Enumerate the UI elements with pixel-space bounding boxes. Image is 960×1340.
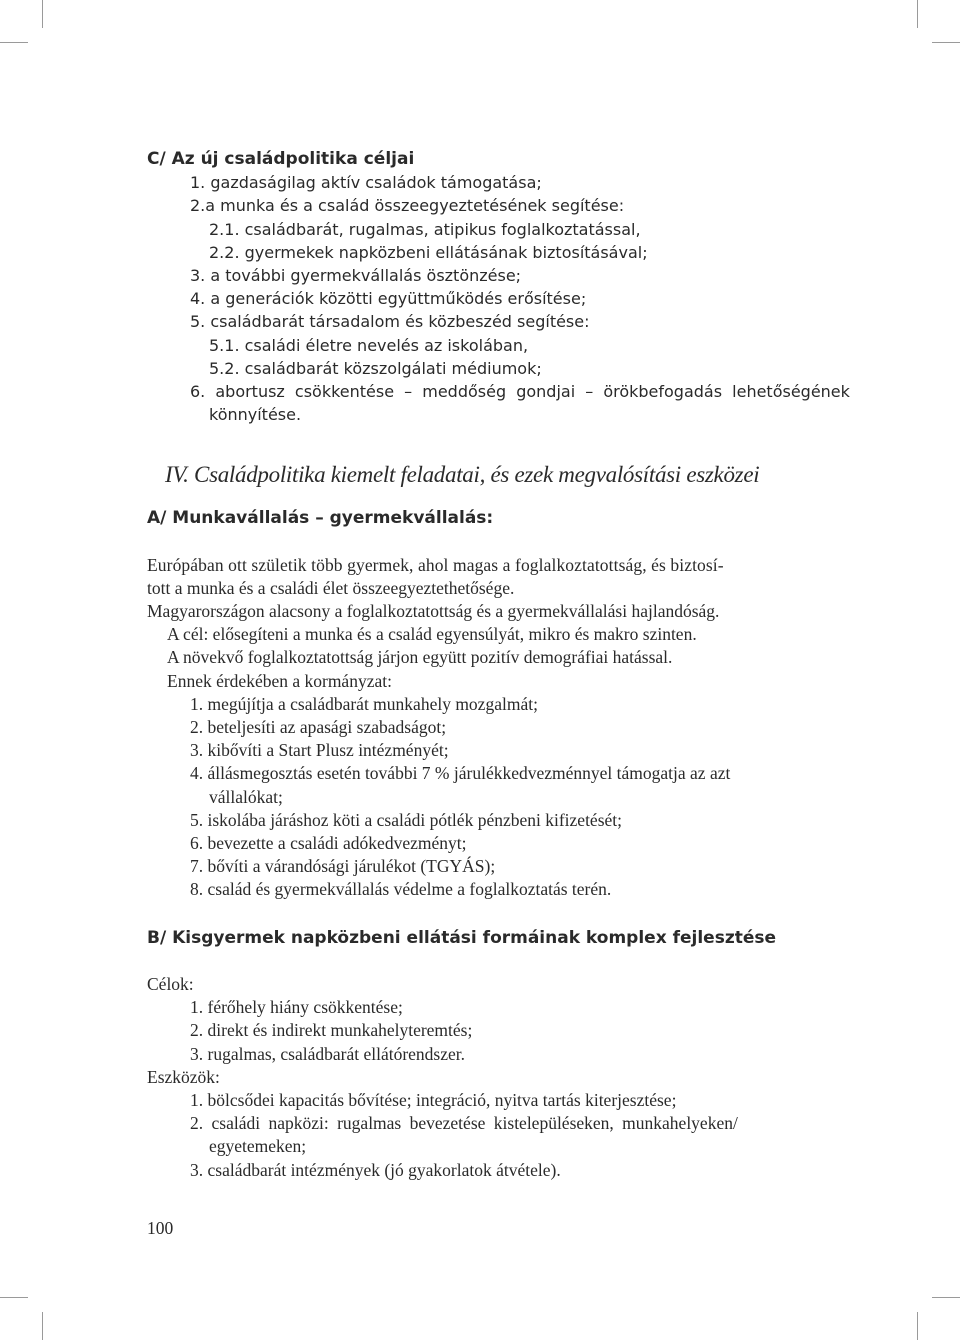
chapter-title: IV. Családpolitika kiemelt feladatai, és ezek megvalósítási eszközei [165, 462, 760, 488]
list-item: 4. állásmegosztás esetén további 7 % járulékkedvezménnyel támogatja az azt [190, 763, 731, 784]
crop-mark-top-left-h [0, 42, 28, 43]
list-item: 3. rugalmas, családbarát ellátórendszer. [190, 1043, 466, 1064]
list-item: 2. beteljesíti az apasági szabadságot; [190, 717, 447, 738]
page-number: 100 [147, 1218, 174, 1238]
crop-mark-bottom-right-v [917, 1312, 918, 1340]
section-c-heading: C/ Az új családpolitika céljai [147, 149, 415, 169]
list-item: 5. iskolába járáshoz köti a családi pótlék pénzbeni kifizetését; [190, 809, 622, 830]
list-item: 1. férőhely hiány csökkentése; [190, 997, 403, 1018]
crop-mark-bottom-left-h [0, 1297, 28, 1298]
crop-mark-bottom-left-v [42, 1312, 43, 1340]
page-content [147, 148, 857, 1182]
tools-label: Eszközök: [147, 1066, 220, 1087]
list-item: 3. a további gyermekvállalás ösztönzése; [190, 266, 522, 286]
list-item: 6. abortusz csökkentése – meddőség gondjai – örökbefogadás lehetőségének [190, 382, 850, 402]
section-a-heading: A/ Munkavállalás – gyermekvállalás: [147, 508, 494, 529]
paragraph: Ennek érdekében a kormányzat: [167, 670, 392, 691]
crop-mark-top-left-v [42, 0, 43, 28]
list-item: 5.2. családbarát közszolgálati médiumok; [209, 358, 542, 378]
crop-mark-top-right-h [932, 42, 960, 43]
list-item: 7. bővíti a várandósági járulékot (TGYÁS); [190, 856, 496, 877]
list-item: 2. családi napközi: rugalmas bevezetése kistelepüléseken, munkahelyeken/ [190, 1113, 738, 1134]
list-item: 2. direkt és indirekt munkahelyteremtés; [190, 1020, 473, 1041]
list-item: 2.a munka és a család összeegyeztetésének segítése: [190, 196, 625, 216]
list-item: 2.1. családbarát, rugalmas, atipikus foglalkoztatással, [209, 219, 641, 239]
goals-label: Célok: [147, 973, 194, 994]
list-item: 2.2. gyermekek napközbeni ellátásának biztosításával; [209, 242, 648, 262]
list-item: 1. bölcsődei kapacitás bővítése; integráció, nyitva tartás kiterjesztése; [190, 1089, 677, 1110]
paragraph: Európában ott születik több gyermek, ahol magas a foglalkoztatottság, és biztosí- [147, 554, 724, 575]
list-item-continuation: egyetemeken; [209, 1136, 307, 1157]
section-b-heading: B/ Kisgyermek napközbeni ellátási formáinak komplex fejlesztése [147, 927, 777, 948]
list-item: 5. családbarát társadalom és közbeszéd segítése: [190, 312, 590, 332]
paragraph: A növekvő foglalkoztatottság járjon együtt pozitív demográfiai hatással. [167, 647, 673, 668]
list-item-continuation: vállalókat; [209, 786, 283, 807]
list-item: 3. kibővíti a Start Plusz intézményét; [190, 740, 449, 761]
list-item: 1. gazdaságilag aktív családok támogatása; [190, 173, 542, 193]
list-item: 3. családbarát intézmények (jó gyakorlatok átvétele). [190, 1159, 561, 1180]
list-item: 6. bevezette a családi adókedvezményt; [190, 833, 467, 854]
list-item: 1. megújítja a családbarát munkahely mozgalmát; [190, 693, 538, 714]
list-item: 4. a generációk közötti együttműködés erősítése; [190, 289, 587, 309]
list-item: 5.1. családi életre nevelés az iskolában, [209, 335, 529, 355]
paragraph: tott a munka és a családi élet összeegyeztethetősége. [147, 577, 515, 598]
paragraph: Magyarországon alacsony a foglalkoztatottság és a gyermekvállalási hajlandóság. [147, 601, 720, 622]
list-item: 8. család és gyermekvállalás védelme a foglalkoztatás terén. [190, 879, 612, 900]
paragraph: A cél: elősegíteni a munka és a család egyensúlyát, mikro és makro szinten. [167, 624, 697, 645]
crop-mark-bottom-right-h [932, 1297, 960, 1298]
list-item-continuation: könnyítése. [209, 405, 302, 425]
crop-mark-top-right-v [917, 0, 918, 28]
